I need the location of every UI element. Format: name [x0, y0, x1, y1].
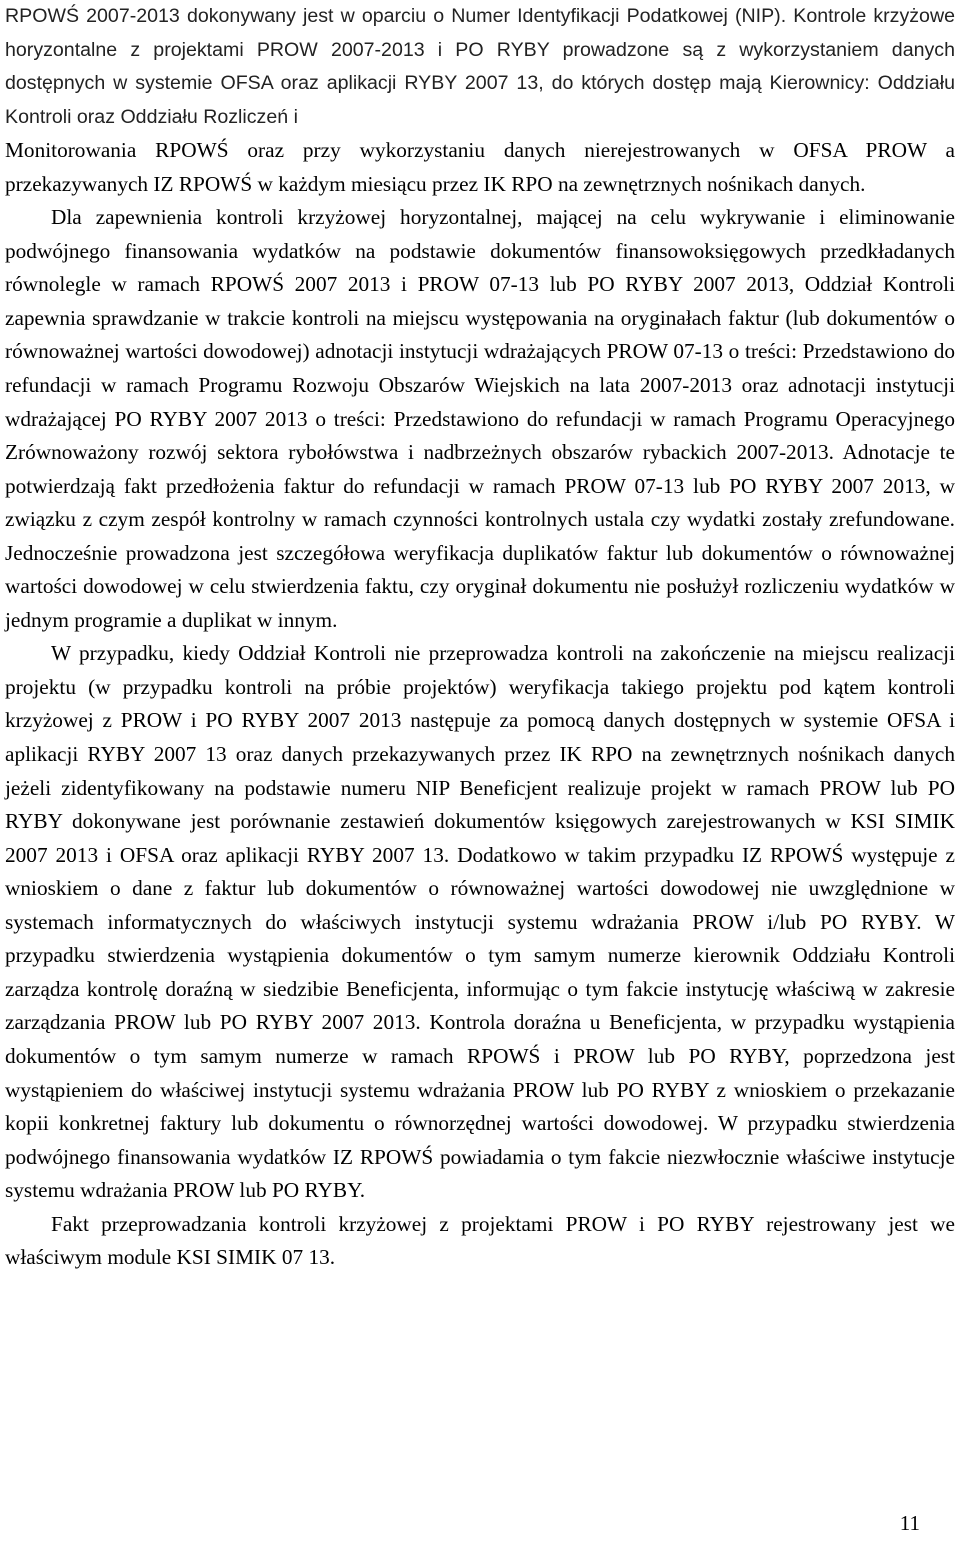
paragraph-3: W przypadku, kiedy Oddział Kontroli nie przeprowadza kontroli na zakończenie na miejscu realizacji projektu (w przypadku kontroli na próbie projektów) weryfikacja takiego projektu pod kątem kontroli krzyżowej z PROW i PO RYBY 2007 2013 następuje za pomocą danych dostępnych w systemie OFSA i aplikacji RYBY 2007 13 oraz danych przekazywanych przez IK RPO na zewnętrznych nośnikach danych jeżeli zidentyfikowany na podstawie numeru NIP Beneficjent realizuje projekt w ramach PROW lub PO RYBY dokonywane jest porównanie zestawień dokumentów księgowych zarejestrowanych w KSI SIMIK 2007 2013 i OFSA oraz aplikacji RYBY 2007 13. Dodatkowo w takim przypadku IZ RPOWŚ występuje z wnioskiem o dane z faktur lub dokumentów o równoważnej wartości dowodowej nie uwzględnione w systemach informatycznych do właściwych instytucji systemu wdrażania PROW i/lub PO RYBY. W przypadku stwierdzenia wystąpienia dokumentów o tym samym numerze kierownik Oddziału Kontroli zarządza kontrolę doraźną w siedzibie Beneficjenta, informując o tym fakcie instytucję właściwą w zakresie zarządzania PROW lub PO RYBY 2007 2013. Kontrola doraźna u Beneficjenta, w przypadku wystąpienia dokumentów o tym samym numerze w ramach RPOWŚ i PROW lub PO RYBY, poprzedzona jest wystąpieniem do właściwej instytucji systemu wdrażania PROW lub PO RYBY z wnioskiem o przekazanie kopii konkretnej faktury lub dokumentu o równorzędnej wartości dowodowej. W przypadku stwierdzenia podwójnego finansowania wydatków IZ RPOWŚ powiadamia o tym fakcie niezwłocznie właściwe instytucje systemu wdrażania PROW lub PO RYBY. [5, 641, 955, 1203]
document-page [5, 0, 955, 1275]
paragraph-4: Fakt przeprowadzania kontroli krzyżowej z projektami PROW i PO RYBY rejestrowany jest we właściwym module KSI SIMIK 07 13. [5, 1211, 955, 1270]
page-number: 11 [899, 1511, 920, 1535]
paragraph-2: Dla zapewnienia kontroli krzyżowej horyzontalnej, mającej na celu wykrywanie i eliminowanie podwójnego finansowania wydatków na podstawie dokumentów finansowoksięgowych przedkładanych równolegle w ramach RPOWŚ 2007 2013 i PROW 07-13 lub PO RYBY 2007 2013, Oddział Kontroli zapewnia sprawdzanie w trakcie kontroli na miejscu występowania na oryginałach faktur (lub dokumentów o równoważnej wartości dowodowej) adnotacji instytucji wdrażających PROW 07-13 o treści: Przedstawiono do refundacji w ramach Programu Rozwoju Obszarów Wiejskich na lata 2007-2013 oraz adnotacji instytucji wdrażającej PO RYBY 2007 2013 o treści: Przedstawiono do refundacji w ramach Programu Operacyjnego Zrównoważony rozwój sektora rybołówstwa i nadbrzeżnych obszarów rybackich 2007-2013. Adnotacje te potwierdzają fakt przedłożenia faktur do refundacji w ramach PROW 07-13 lub PO RYBY 2007 2013, w związku z czym zespół kontrolny w ramach czynności kontrolnych ustala czy wydatki zostały zrefundowane. Jednocześnie prowadzona jest szczegółowa weryfikacja duplikatów faktur lub dokumentów o równoważnej wartości dowodowej w celu stwierdzenia faktu, czy oryginał dokumentu nie posłużył rozliczeniu wydatków w jednym programie a duplikat w innym. [5, 205, 955, 632]
paragraph-intro-sans: RPOWŚ 2007-2013 dokonywany jest w oparciu o Numer Identyfikacji Podatkowej (NIP). Kontrole krzyżowe horyzontalne z projektami PROW 2007-2013 i PO RYBY prowadzone są z wykorzystaniem danych dostępnych w systemie OFSA oraz aplikacji RYBY 2007 13, do których dostęp mają Kierownicy: Oddziału Kontroli oraz Oddziału Rozliczeń i [5, 5, 955, 128]
paragraph-1: Monitorowania RPOWŚ oraz przy wykorzystaniu danych nierejestrowanych w OFSA PROW a przekazywanych IZ RPOWŚ w każdym miesiącu przez IK RPO na zewnętrznych nośnikach danych. [5, 138, 955, 196]
